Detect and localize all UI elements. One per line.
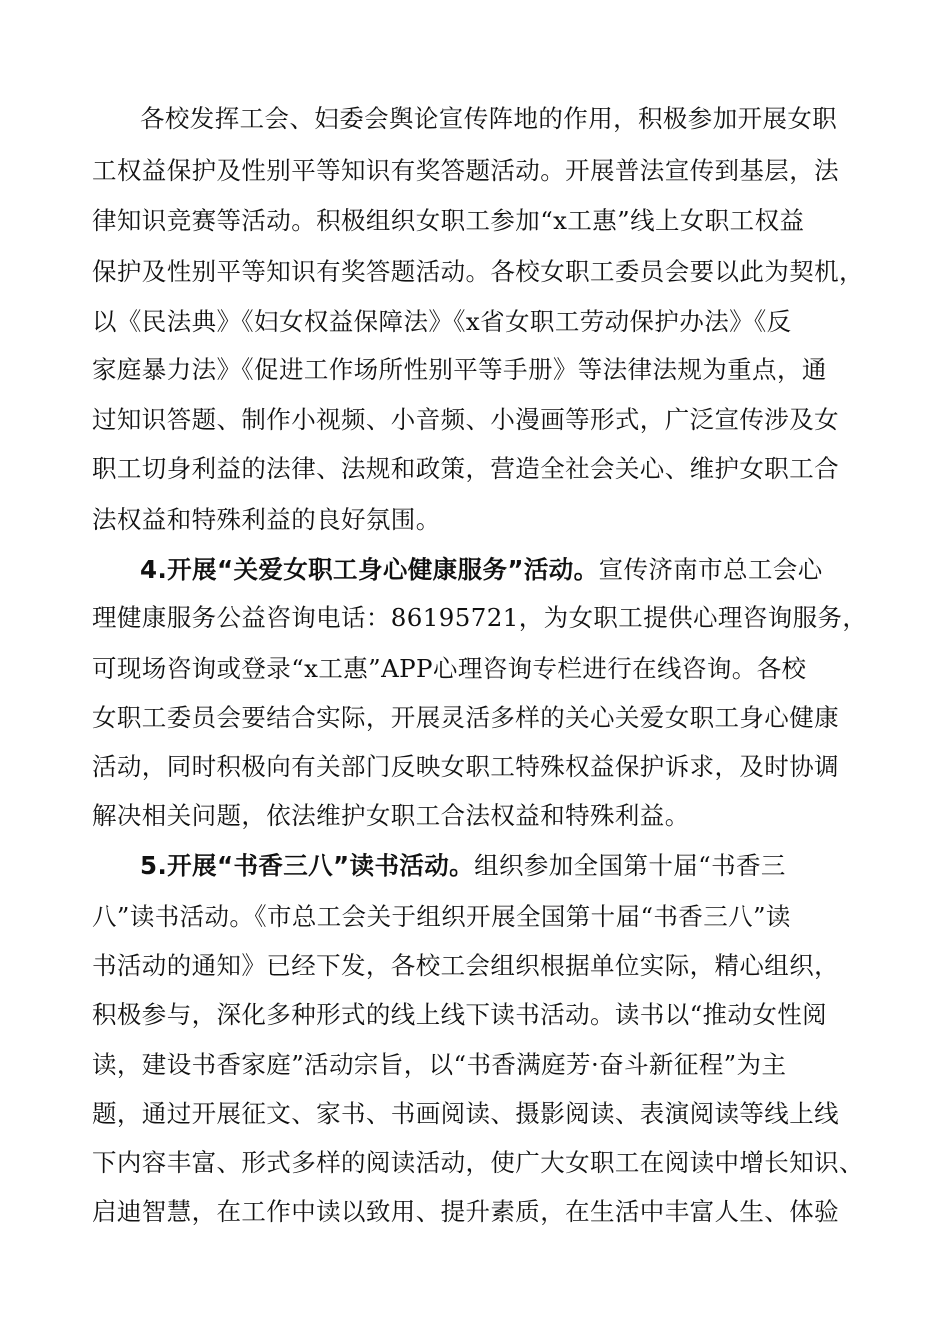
section-4-text: 宣传济南市总工会心 bbox=[598, 555, 823, 584]
paragraph-line: 律知识竞赛等活动。积极组织女职工参加“x工惠”线上女职工权益 bbox=[92, 206, 805, 235]
paragraph-line: 下内容丰富、形式多样的阅读活动，使广大女职工在阅读中增长知识、 bbox=[92, 1148, 864, 1177]
paragraph-line: 过知识答题、制作小视频、小音频、小漫画等形式，广泛宣传涉及女 bbox=[92, 405, 839, 434]
paragraph-line: 积极参与，深化多种形式的线上线下读书活动。读书以“推动女性阅 bbox=[92, 1000, 828, 1029]
paragraph-line: 理健康服务公益咨询电话：86195721，为女职工提供心理咨询服务， bbox=[92, 603, 868, 632]
paragraph-line: 法权益和特殊利益的良好氛围。 bbox=[92, 505, 441, 534]
paragraph-line: 八”读书活动。《市总工会关于组织开展全国第十届“书香三八”读 bbox=[92, 902, 791, 931]
paragraph-line: 各校发挥工会、妇委会舆论宣传阵地的作用，积极参加开展女职 bbox=[140, 104, 838, 133]
paragraph-line: 活动，同时积极向有关部门反映女职工特殊权益保护诉求，及时协调 bbox=[92, 752, 839, 781]
paragraph-line: 工权益保护及性别平等知识有奖答题活动。开展普法宣传到基层，法 bbox=[92, 156, 839, 185]
section-5-heading: 5.开展“书香三八”读书活动。 bbox=[140, 851, 475, 880]
section-5-first-line bbox=[140, 851, 910, 881]
section-4-first-line bbox=[140, 555, 910, 585]
paragraph-line: 家庭暴力法》《促进工作场所性别平等手册》等法律法规为重点，通 bbox=[92, 355, 827, 384]
paragraph-line: 以《民法典》《妇女权益保障法》《x省女职工劳动保护办法》《反 bbox=[92, 307, 792, 336]
paragraph-line: 解决相关问题，依法维护女职工合法权益和特殊利益。 bbox=[92, 801, 690, 830]
paragraph-line: 保护及性别平等知识有奖答题活动。各校女职工委员会要以此为契机， bbox=[92, 257, 864, 286]
paragraph-line: 读，建设书香家庭”活动宗旨，以“书香满庭芳·奋斗新征程”为主 bbox=[92, 1050, 787, 1079]
paragraph-line: 书活动的通知》已经下发，各校工会组织根据单位实际，精心组织， bbox=[92, 951, 839, 980]
paragraph-line: 题，通过开展征文、家书、书画阅读、摄影阅读、表演阅读等线上线 bbox=[92, 1099, 839, 1128]
section-4-heading: 4.开展“关爱女职工身心健康服务”活动。 bbox=[140, 555, 599, 584]
paragraph-line: 职工切身利益的法律、法规和政策，营造全社会关心、维护女职工合 bbox=[92, 454, 839, 483]
section-5-text: 组织参加全国第十届“书香三 bbox=[474, 851, 786, 880]
paragraph-line: 女职工委员会要结合实际，开展灵活多样的关心关爱女职工身心健康 bbox=[92, 703, 839, 732]
paragraph-line: 可现场咨询或登录“x工惠”APP心理咨询专栏进行在线咨询。各校 bbox=[92, 654, 807, 683]
paragraph-line: 启迪智慧，在工作中读以致用、提升素质，在生活中丰富人生、体验 bbox=[92, 1197, 839, 1226]
